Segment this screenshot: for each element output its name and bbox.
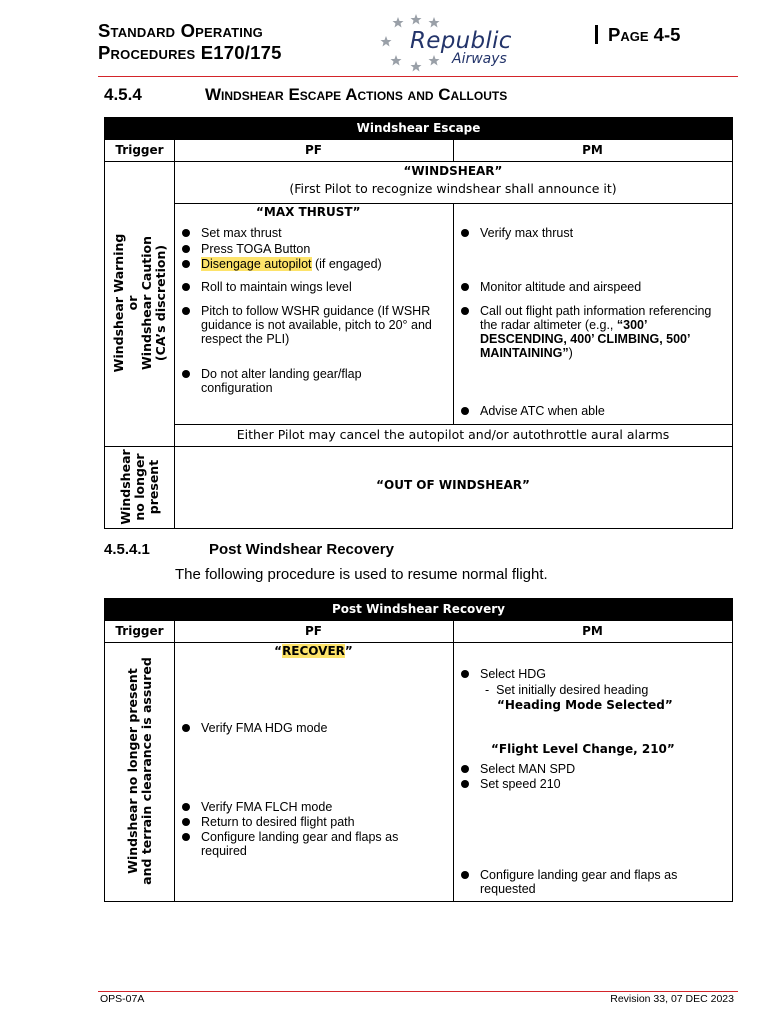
header-rule — [98, 76, 738, 77]
pf-item: Return to desired flight path — [179, 815, 449, 829]
pf-item: Verify FMA HDG mode — [179, 721, 449, 735]
trigger-windshear-warning: Windshear Warning or Windshear Caution (CA’s discretion) — [111, 233, 168, 373]
callout-out-of-windshear: “OUT OF WINDSHEAR” — [376, 478, 530, 492]
divider — [453, 203, 454, 424]
title-line-1: Standard Operating — [98, 20, 263, 41]
pm-subitem: - Set initially desired heading — [485, 683, 649, 697]
divider — [174, 620, 175, 901]
intro-text: The following procedure is used to resume normal flight. — [175, 566, 548, 583]
table-title: Post Windshear Recovery — [105, 599, 732, 620]
pm-item: Configure landing gear and flaps as requested — [458, 868, 708, 896]
subsection-title: Post Windshear Recovery — [209, 541, 394, 558]
divider — [174, 424, 732, 425]
subsection-number: 4.5.4.1 — [104, 541, 150, 558]
callout-recover: “RECOVER” — [274, 644, 353, 658]
divider — [105, 446, 732, 447]
callout-note: (First Pilot to recognize windshear shall announce it) — [289, 181, 617, 196]
pm-item: Select HDG — [458, 667, 728, 681]
pf-item: Verify FMA FLCH mode — [179, 800, 449, 814]
footer-note: Either Pilot may cancel the autopilot and/or autothrottle aural alarms — [236, 427, 670, 442]
callout-heading-mode: “Heading Mode Selected” — [497, 698, 673, 712]
revision-info: Revision 33, 07 DEC 2023 — [610, 993, 734, 1005]
logo-word-republic: Republic — [410, 28, 512, 54]
trigger-terrain-clearance: Windshear no longer present and terrain clearance is assured — [125, 657, 154, 885]
divider — [105, 642, 732, 643]
footer-rule — [98, 991, 738, 992]
column-header-pf: PF — [305, 624, 322, 638]
post-windshear-recovery-table — [104, 598, 733, 902]
pm-callout-example: “300’ DESCENDING, 400’ CLIMBING, 500’ MAINTAINING” — [480, 318, 690, 360]
page-label: Page 4-5 — [608, 24, 681, 45]
pf-item: Disengage autopilot (if engaged) — [179, 257, 449, 271]
republic-airways-logo — [380, 14, 530, 72]
column-header-pm: PM — [582, 624, 603, 638]
table-title: Windshear Escape — [105, 118, 732, 139]
logo-word-airways: Airways — [452, 51, 507, 67]
callout-max-thrust: “MAX THRUST” — [256, 205, 361, 219]
pm-item: Advise ATC when able — [458, 404, 728, 418]
divider — [453, 620, 454, 901]
section-number: 4.5.4 — [104, 85, 142, 104]
callout-flch: “Flight Level Change, 210” — [491, 742, 675, 756]
pm-item: Verify max thrust — [458, 226, 728, 240]
callout-windshear: “WINDSHEAR” — [403, 164, 503, 178]
pm-item: Call out flight path information referencing the radar altimeter (e.g., “300’ DESCENDING, 400’ CLIMBING, 500’ MAINTAINING”) — [458, 304, 730, 360]
column-header-pm: PM — [582, 143, 603, 157]
title-line-2: Procedures E170/175 — [98, 42, 282, 63]
pm-item: Monitor altitude and airspeed — [458, 280, 728, 294]
divider — [105, 620, 732, 621]
windshear-escape-table — [104, 117, 733, 529]
section-title: Windshear Escape Actions and Callouts — [205, 85, 508, 104]
pf-item: Do not alter landing gear/flap configuration — [179, 367, 429, 395]
column-header-trigger: Trigger — [115, 624, 164, 638]
divider — [105, 161, 732, 162]
divider — [174, 139, 175, 528]
pm-item: Select MAN SPD — [458, 762, 728, 776]
divider — [105, 139, 732, 140]
document-code: OPS-07A — [100, 993, 145, 1005]
trigger-no-longer-present: Windshear no longer present — [118, 449, 161, 525]
column-header-pf: PF — [305, 143, 322, 157]
column-header-trigger: Trigger — [115, 143, 164, 157]
pf-item: Pitch to follow WSHR guidance (If WSHR guidance is not available, pitch to 20° and respect the PLI) — [179, 304, 449, 346]
pm-item: Set speed 210 — [458, 777, 728, 791]
highlighted-text: Disengage autopilot — [201, 257, 312, 271]
pf-item: Press TOGA Button — [179, 242, 449, 256]
document-title — [98, 20, 282, 64]
pf-item: Set max thrust — [179, 226, 449, 240]
pf-item: Configure landing gear and flaps as required — [179, 830, 429, 858]
pf-item: Roll to maintain wings level — [179, 280, 449, 294]
separator-bar — [595, 25, 598, 44]
highlighted-text: RECOVER — [282, 644, 345, 658]
page-number — [595, 24, 680, 46]
